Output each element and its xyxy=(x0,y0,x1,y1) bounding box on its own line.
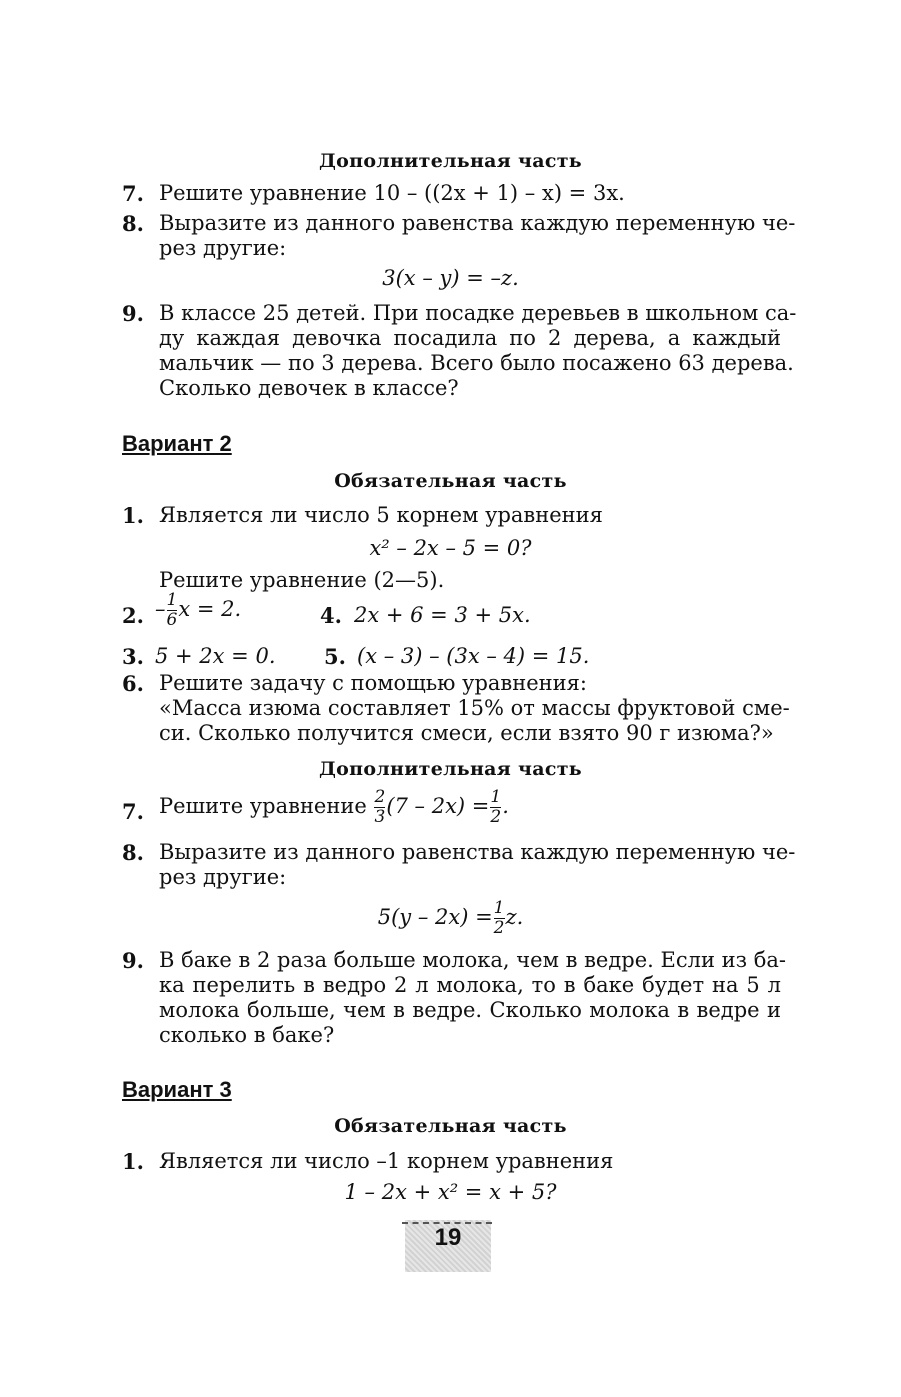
formula: 3(x – y) = –z. xyxy=(382,266,519,290)
problem-number: 9. xyxy=(122,948,144,973)
formula: 5 + 2x = 0. xyxy=(155,644,276,668)
problem-number: 7. xyxy=(122,799,144,824)
problem-number: 1. xyxy=(122,1149,144,1174)
fraction-numerator: 1 xyxy=(493,898,505,918)
problem-text: Сколько девочек в классе? xyxy=(159,376,459,400)
problem-text: Решите задачу с помощью уравнения: xyxy=(159,671,587,695)
page-number: 19 xyxy=(434,1224,462,1251)
problem-text: В классе 25 детей. При посадке деревьев в школьном са- xyxy=(159,301,797,325)
variant-title: Вариант 3 xyxy=(122,1077,232,1102)
formula-rest: x = 2. xyxy=(178,597,242,621)
problem-number: 4. xyxy=(320,603,342,628)
formula: 2x + 6 = 3 + 5x. xyxy=(354,603,531,627)
problem-text: рез другие: xyxy=(159,865,287,889)
problem-text: Выразите из данного равенства каждую переменную че- xyxy=(159,840,796,864)
minus-sign: – xyxy=(155,597,166,621)
formula xyxy=(155,592,241,629)
problem-text: «Масса изюма составляет 15% от массы фруктовой сме- xyxy=(159,696,790,720)
fraction-numerator: 2 xyxy=(374,787,386,807)
fraction-denominator: 2 xyxy=(490,807,502,827)
problem-text: Решите уравнение 10 – ((2x + 1) – x) = 3x. xyxy=(159,181,625,205)
problem-number: 8. xyxy=(122,840,144,865)
fraction-denominator: 2 xyxy=(493,918,505,938)
section-heading-extra: Дополнительная часть xyxy=(318,150,583,172)
problem-text: молока больше, чем в ведре. Сколько молока в ведре и xyxy=(159,998,781,1022)
problem-number: 6. xyxy=(122,671,144,696)
problem-number: 3. xyxy=(122,644,144,669)
fraction xyxy=(494,900,505,937)
problem-number: 8. xyxy=(122,211,144,236)
problem-text: В баке в 2 раза больше молока, чем в ведре. Если из ба- xyxy=(159,948,786,972)
problem-text: Выразите из данного равенства каждую переменную че- xyxy=(159,211,796,235)
problem-number: 7. xyxy=(122,181,144,206)
fraction xyxy=(167,592,178,629)
formula xyxy=(0,900,901,937)
fraction-denominator: 6 xyxy=(166,610,178,630)
formula: (x – 3) – (3x – 4) = 15. xyxy=(357,644,590,668)
fraction-numerator: 1 xyxy=(166,590,178,610)
fraction xyxy=(490,789,501,826)
problem-text: мальчик — по 3 дерева. Всего было посажено 63 дерева. xyxy=(159,351,794,375)
problem-text: Является ли число 5 корнем уравнения xyxy=(159,503,603,527)
formula-middle: (7 – 2x) = xyxy=(386,794,490,818)
problem-number: 5. xyxy=(324,644,346,669)
section-heading-extra: Дополнительная часть xyxy=(318,758,583,780)
problem-label: Решите уравнение xyxy=(159,794,367,818)
problem-text xyxy=(159,789,509,826)
fraction xyxy=(374,789,385,826)
variant-title: Вариант 2 xyxy=(122,431,232,456)
problem-text: ка перелить в ведро 2 л молока, то в баке будет на 5 л xyxy=(159,973,781,997)
problem-text: Является ли число –1 корнем уравнения xyxy=(159,1149,614,1173)
formula-end: . xyxy=(502,794,509,818)
problem-text: ду каждая девочка посадила по 2 дерева, а каждый xyxy=(159,326,781,350)
problem-number: 1. xyxy=(122,503,144,528)
problem-text: Решите уравнение (2—5). xyxy=(159,568,445,592)
formula: 1 – 2x + x² = x + 5? xyxy=(344,1180,557,1204)
section-heading-required: Обязательная часть xyxy=(334,1115,567,1137)
fraction-numerator: 1 xyxy=(490,787,502,807)
problem-number: 9. xyxy=(122,301,144,326)
formula-right: z. xyxy=(505,905,524,929)
problem-number: 2. xyxy=(122,603,144,628)
formula xyxy=(373,787,509,827)
section-heading-required: Обязательная часть xyxy=(334,470,567,492)
fraction-denominator: 3 xyxy=(374,807,386,827)
problem-text: сколько в баке? xyxy=(159,1023,335,1047)
formula-left: 5(y – 2x) = xyxy=(377,905,493,929)
problem-text: си. Сколько получится смеси, если взято 90 г изюма?» xyxy=(159,721,774,745)
formula: x² – 2x – 5 = 0? xyxy=(369,536,532,560)
problem-text: рез другие: xyxy=(159,236,287,260)
